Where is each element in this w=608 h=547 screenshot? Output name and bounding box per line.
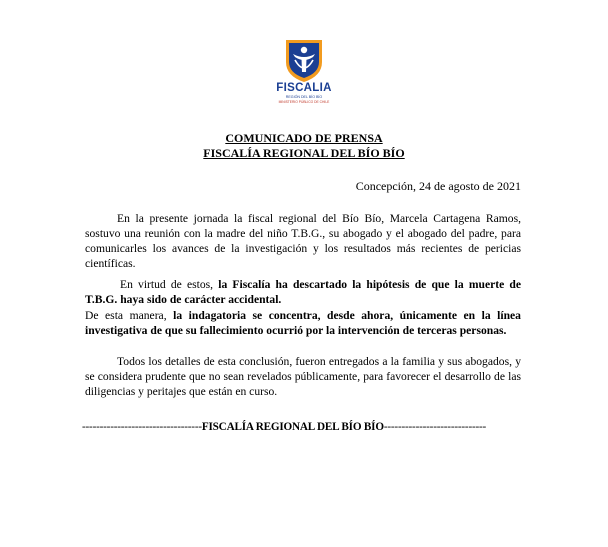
document-title: COMUNICADO DE PRENSA [225, 131, 383, 145]
paragraph-3-bold: la indagatoria se concentra, desde ahora, únicamente en la línea investigativa de que su fallecimiento ocurrió por la intervención de terceras personas. [85, 309, 521, 337]
document-date: Concepción, 24 de agosto de 2021 [355, 179, 521, 193]
paragraph-4-text: Todos los detalles de esta conclusión, fueron entregados a la familia y sus abogados, y se considera prudente que no sean revelados públicamente, para favorecer el desarrollo de las diligencias y peritajes que están en curso. [85, 355, 521, 398]
paragraph-3-lead: De esta manera, [85, 309, 174, 322]
paragraph-3 [85, 308, 521, 338]
paragraph-2 [85, 277, 521, 307]
footer-label: FISCALÍA REGIONAL DEL BÍO BÍO [201, 421, 384, 433]
paragraph-2-bold: la Fiscalía ha descartado la hipótesis de que la muerte de T.B.G. haya sido de carácter accidental. [85, 278, 521, 306]
logo-wordmark: FISCALIA [276, 82, 332, 94]
footer-left-dashes: ---------------------------------- [82, 421, 202, 433]
document-subtitle: FISCALÍA REGIONAL DEL BÍO BÍO [203, 146, 405, 160]
paragraph-4 [85, 354, 521, 399]
logo-ministry: MINISTERIO PÚBLICO DE CHILE [278, 100, 330, 104]
paragraph-1 [85, 211, 521, 271]
footer-right-dashes: ----------------------------- [383, 421, 487, 433]
document-footer [82, 421, 528, 433]
paragraph-2-lead: En virtud de estos, [120, 278, 219, 291]
fiscalia-emblem-icon [266, 36, 342, 84]
logo-region: REGIÓN DEL BÍO BÍO [285, 95, 323, 99]
paragraph-1-text: En la presente jornada la fiscal regional del Bío Bío, Marcela Cartagena Ramos, sostuvo una reunión con la madre del niño T.B.G., su abogado y el abogado del padre, para comunicarles los avances de la investigación y los resultados más recientes de pericias científicas. [85, 212, 521, 270]
